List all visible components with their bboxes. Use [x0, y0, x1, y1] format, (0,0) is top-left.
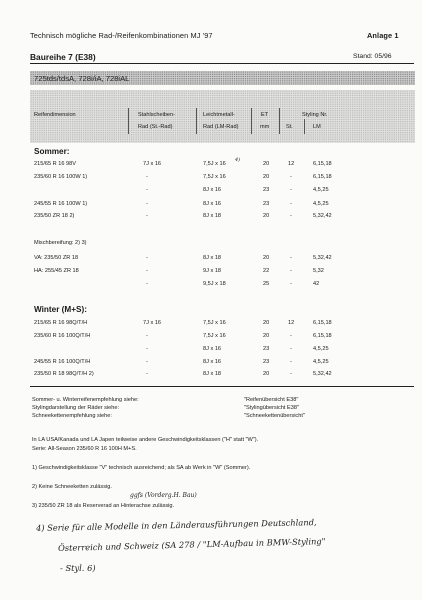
st-cell: - [290, 255, 292, 261]
footnote-1: 1) Geschwindigkeitsklasse "V" technisch ausreichend; als SA ab Werk in "W" (Sommer). [32, 465, 251, 471]
lm-cell: 4,5,25 [313, 201, 329, 207]
footnote-3: 3) 235/50 ZR 18 als Reserverad an Hinterachse zulässig. [32, 503, 175, 509]
footnote-2: 2) Keine Schneeketten zulässig. [32, 484, 112, 490]
col-divider [128, 108, 129, 134]
col-tire-header: Reifendimension [34, 112, 76, 118]
et-cell: 20 [263, 174, 270, 180]
lm-cell: 5,32,42 [313, 255, 332, 261]
reference-value: "Reifenübersicht E38" [244, 397, 299, 403]
handwritten-note-line-2: Österreich und Schweiz (SA 278 / "LM-Aufbau in BMW-Styling" [57, 535, 326, 553]
steel-cell: - [146, 359, 148, 365]
et-cell: 20 [263, 161, 270, 167]
alloy-cell: 8J x 18 [203, 371, 222, 377]
st-cell: - [290, 187, 292, 193]
steel-cell: - [146, 333, 148, 339]
lm-cell: 5,32 [313, 268, 324, 274]
st-cell: - [290, 281, 292, 287]
tire-cell: 245/55 R 16 100W 1) [34, 201, 88, 207]
alloy-cell: 8J x 16 [203, 187, 222, 193]
st-cell: - [290, 174, 292, 180]
table-bottom-rule [30, 386, 414, 387]
alloy-cell: 7,5J x 16 [203, 174, 226, 180]
col-st-header: St. [286, 124, 293, 130]
tire-cell: 215/65 R 16 98V [34, 161, 76, 167]
st-cell: 12 [288, 320, 295, 326]
handwritten-note-line-3: - Styl. 6) [60, 563, 96, 573]
allseason-note: Serie: All-Season 235/60 R 16 100H M+S. [32, 446, 137, 452]
alloy-cell: 8J x 18 [203, 255, 222, 261]
col-lm-header: LM [313, 124, 321, 130]
header-rule [30, 63, 414, 64]
alloy-cell: 8J x 18 [203, 213, 222, 219]
col-alloy-header-1: Leichtmetall- [203, 112, 235, 118]
col-et-header-2: mm [260, 124, 270, 130]
stand-date: Stand: 05/96 [353, 53, 392, 60]
col-steel-header-2: Rad (St.-Rad) [138, 124, 173, 130]
summer-heading: Sommer: [34, 147, 70, 156]
et-cell: 20 [263, 371, 270, 377]
steel-cell: - [146, 187, 148, 193]
lm-cell: 4,5,25 [313, 359, 329, 365]
st-cell: 12 [288, 161, 295, 167]
alloy-cell: 7,5J x 16 [203, 333, 226, 339]
col-et-header-1: ET [261, 112, 269, 118]
et-cell: 23 [263, 187, 270, 193]
steel-cell: - [146, 213, 148, 219]
document-title: Technisch mögliche Rad-/Reifenkombinationen MJ '97 [30, 31, 213, 40]
st-cell: - [290, 359, 292, 365]
tire-cell: 235/60 R 16 100Q/T/H [34, 333, 91, 339]
et-cell: 20 [263, 213, 270, 219]
alloy-cell: 8J x 16 [203, 346, 222, 352]
st-cell: - [290, 201, 292, 207]
tire-cell: 235/50 R 18 98Q/T/H 2) [34, 371, 94, 377]
reference-label: Sommer- u. Winterreifenempfehlung siehe: [32, 397, 139, 403]
et-cell: 22 [263, 268, 270, 274]
col-steel-header-1: Stahlscheiben- [138, 112, 176, 118]
et-cell: 23 [263, 201, 270, 207]
lm-cell: 4,5,25 [313, 346, 329, 352]
col-divider [279, 108, 280, 134]
st-cell: - [290, 333, 292, 339]
steel-cell: - [146, 281, 148, 287]
steel-cell: - [146, 201, 148, 207]
et-cell: 23 [263, 346, 270, 352]
handwritten-note-line-1: 4) Serie für alle Modelle in den Länderausführungen Deutschland, [35, 517, 317, 533]
st-cell: - [290, 213, 292, 219]
tire-cell: 215/65 R 16 98Q/T/H [34, 320, 88, 326]
reference-value: "Schneekettenübersicht" [244, 413, 305, 419]
et-cell: 25 [263, 281, 270, 287]
et-cell: 20 [263, 333, 270, 339]
mixed-heading: Mischbereifung: 2) 3) [34, 240, 87, 246]
lm-cell: 5,32,42 [313, 371, 332, 377]
lm-cell: 6,15,18 [313, 161, 332, 167]
et-cell: 20 [263, 255, 270, 261]
alloy-footnote-mark: 4) [235, 157, 241, 163]
lm-cell: 6,15,18 [313, 174, 332, 180]
annex-label: Anlage 1 [367, 31, 399, 40]
st-cell: - [290, 346, 292, 352]
tire-cell: VA: 235/50 ZR 18 [34, 255, 79, 261]
alloy-cell: 7,5J x 16 [203, 320, 226, 326]
col-styling-header: Styling Nr. [302, 112, 328, 118]
model-band-title: 725tds/tdsA, 728i/iA, 728iAL [34, 74, 130, 83]
col-divider [251, 108, 252, 134]
steel-cell: 7J x 16 [143, 161, 162, 167]
lm-cell: 42 [313, 281, 320, 287]
lm-cell: 6,15,18 [313, 320, 332, 326]
handwritten-insert: ggfs (Vorderg.H. Bau) [130, 492, 197, 499]
reference-label: Schneekettenempfehlung siehe: [32, 413, 112, 419]
alloy-cell: 8J x 16 [203, 359, 222, 365]
speed-class-note: In LA USA/Kanada und LA Japen teilweise andere Geschwindigkeitsklassen ("H" statt "W"). [32, 437, 259, 443]
st-cell: - [290, 268, 292, 274]
steel-cell: - [146, 371, 148, 377]
lm-cell: 6,15,18 [313, 333, 332, 339]
steel-cell: 7J x 16 [143, 320, 162, 326]
reference-label: Stylingdarstellung der Räder siehe: [32, 405, 120, 411]
steel-cell: - [146, 255, 148, 261]
st-cell: - [290, 371, 292, 377]
alloy-cell: 8J x 16 [203, 201, 222, 207]
tire-cell: 245/55 R 16 100Q/T/H [34, 359, 91, 365]
alloy-cell: 9,5J x 18 [203, 281, 226, 287]
steel-cell: - [146, 174, 148, 180]
col-divider [196, 108, 197, 134]
tire-cell: 235/50 ZR 18 2) [34, 213, 75, 219]
alloy-cell: 9J x 18 [203, 268, 222, 274]
alloy-cell: 7,5J x 16 [203, 161, 226, 167]
et-cell: 23 [263, 359, 270, 365]
col-alloy-header-2: Rad (LM-Rad) [203, 124, 239, 130]
lm-cell: 5,32,42 [313, 213, 332, 219]
lm-cell: 4,5,25 [313, 187, 329, 193]
steel-cell: - [146, 268, 148, 274]
winter-heading: Winter (M+S): [34, 305, 87, 314]
steel-cell: - [146, 346, 148, 352]
et-cell: 20 [263, 320, 270, 326]
tire-cell: HA: 255/45 ZR 18 [34, 268, 79, 274]
col-divider [304, 119, 305, 134]
tire-cell: 235/60 R 16 100W 1) [34, 174, 88, 180]
series-title: Baureihe 7 (E38) [30, 52, 96, 62]
reference-value: "Stylingübersicht E38" [244, 405, 299, 411]
